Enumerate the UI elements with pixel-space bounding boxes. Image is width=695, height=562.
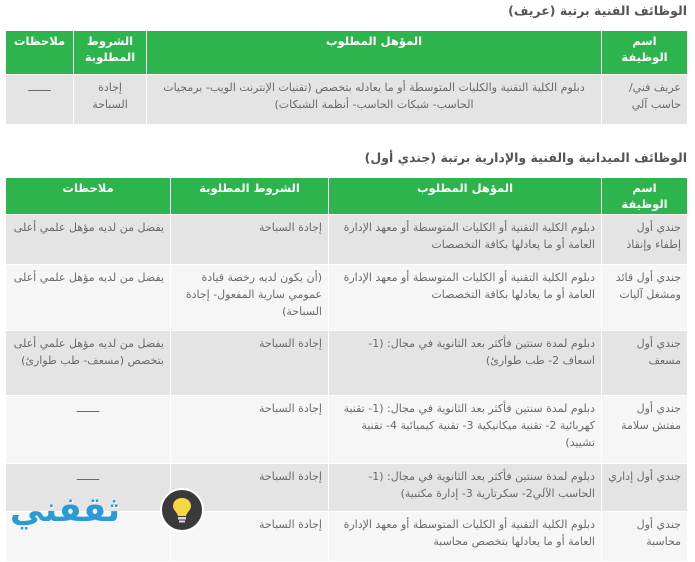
- cell-notes: ـــــــ: [6, 464, 171, 512]
- header-qualification: المؤهل المطلوب: [329, 178, 602, 215]
- cell-job-name: عريف فني/ حاسب آلي: [602, 75, 688, 125]
- watermark-logo: [10, 484, 200, 548]
- cell-job-name: جندي أول إطفاء وإنقاذ: [602, 215, 688, 265]
- cell-notes: يفضل من لديه مؤهل علمي أعلى: [6, 215, 171, 265]
- cell-job-name: جندي أول قائد ومشغل آليات: [602, 265, 688, 331]
- table-arif: [5, 30, 688, 125]
- cell-qualification: دبلوم الكلية التقنية أو الكليات المتوسطة أو معهد الإدارة العامة أو ما يعادلها بكافة التخصصات: [329, 265, 602, 331]
- section2-title: الوظائف الميدانية والفنية والإدارية برتبة (جندي أول): [364, 150, 687, 165]
- cell-qualification: دبلوم لمدة سنتين فأكثر بعد الثانوية في مجال: (1- الحاسب الآلي2- سكرتارية 3- إدارة مكتبية): [329, 464, 602, 512]
- table-row: [6, 331, 688, 396]
- cell-notes: يفضل من لديه مؤهل علمي أعلى بتخصص (مسعف- طب طوارئ): [6, 331, 171, 396]
- cell-job-name: جندي أول محاسبة: [602, 512, 688, 562]
- cell-conditions: إجادة السباحة: [171, 512, 329, 562]
- header-qualification: المؤهل المطلوب: [147, 31, 602, 75]
- section1-title: الوظائف الفنية برتبة (عريف): [508, 3, 687, 18]
- table-row: [6, 396, 688, 464]
- watermark-text: ثقفني: [10, 490, 120, 530]
- cell-conditions: إجادة السباحة: [171, 396, 329, 464]
- cell-conditions: إجادة السباحة: [171, 331, 329, 396]
- table-row: [6, 75, 688, 125]
- header-notes: ملاحظات: [6, 178, 171, 215]
- cell-qualification: دبلوم الكلية التقنية أو الكليات المتوسطة أو معهد الإدارة العامة أو ما يعادلها بكافة التخصصات: [329, 215, 602, 265]
- cell-job-name: جندي أول مفتش سلامة: [602, 396, 688, 464]
- cell-qualification: دبلوم لمدة سنتين فأكثر بعد الثانوية في مجال: (1- اسعاف 2- طب طوارئ): [329, 331, 602, 396]
- cell-conditions: إجادة السباحة: [74, 75, 147, 125]
- cell-notes: يفضل من لديه مؤهل علمي أعلى: [6, 265, 171, 331]
- cell-qualification: دبلوم الكلية التقنية والكليات المتوسطة أو ما يعادله بتخصص (تقنيات الإنترنت الويب- برمجيات الحاسب- شبكات الحاسب- أنظمة الشبكات): [147, 75, 602, 125]
- header-notes: ملاحظات: [6, 31, 74, 75]
- cell-conditions: إجادة السباحة: [171, 215, 329, 265]
- cell-qualification: دبلوم الكلية التقنية أو الكليات المتوسطة أو معهد الإدارة العامة أو ما يعادلها بتخصص محاسبة: [329, 512, 602, 562]
- cell-notes: ـــــــ: [6, 396, 171, 464]
- header-job-name: اسم الوظيفة: [602, 178, 688, 215]
- header-job-name: اسم الوظيفة: [602, 31, 688, 75]
- cell-job-name: جندي أول إداري: [602, 464, 688, 512]
- cell-job-name: جندي أول مسعف: [602, 331, 688, 396]
- table-row: [6, 265, 688, 331]
- table-row: [6, 215, 688, 265]
- cell-qualification: دبلوم لمدة سنتين فأكثر بعد الثانوية في مجال: (1- تقنية كهربائية 2- تقنية ميكانيكية 3- تقنية كيميائية 4- تقنية تشييد): [329, 396, 602, 464]
- cell-conditions: (أن يكون لديه رخصة قيادة عمومي سارية المفعول- إجادة السباحة): [171, 265, 329, 331]
- cell-conditions: إجادة السباحة: [171, 464, 329, 512]
- lightbulb-icon: [160, 488, 204, 532]
- header-conditions: الشروط المطلوبة: [74, 31, 147, 75]
- header-conditions: الشروط المطلوبة: [171, 178, 329, 215]
- cell-notes: ـــــــ: [6, 75, 74, 125]
